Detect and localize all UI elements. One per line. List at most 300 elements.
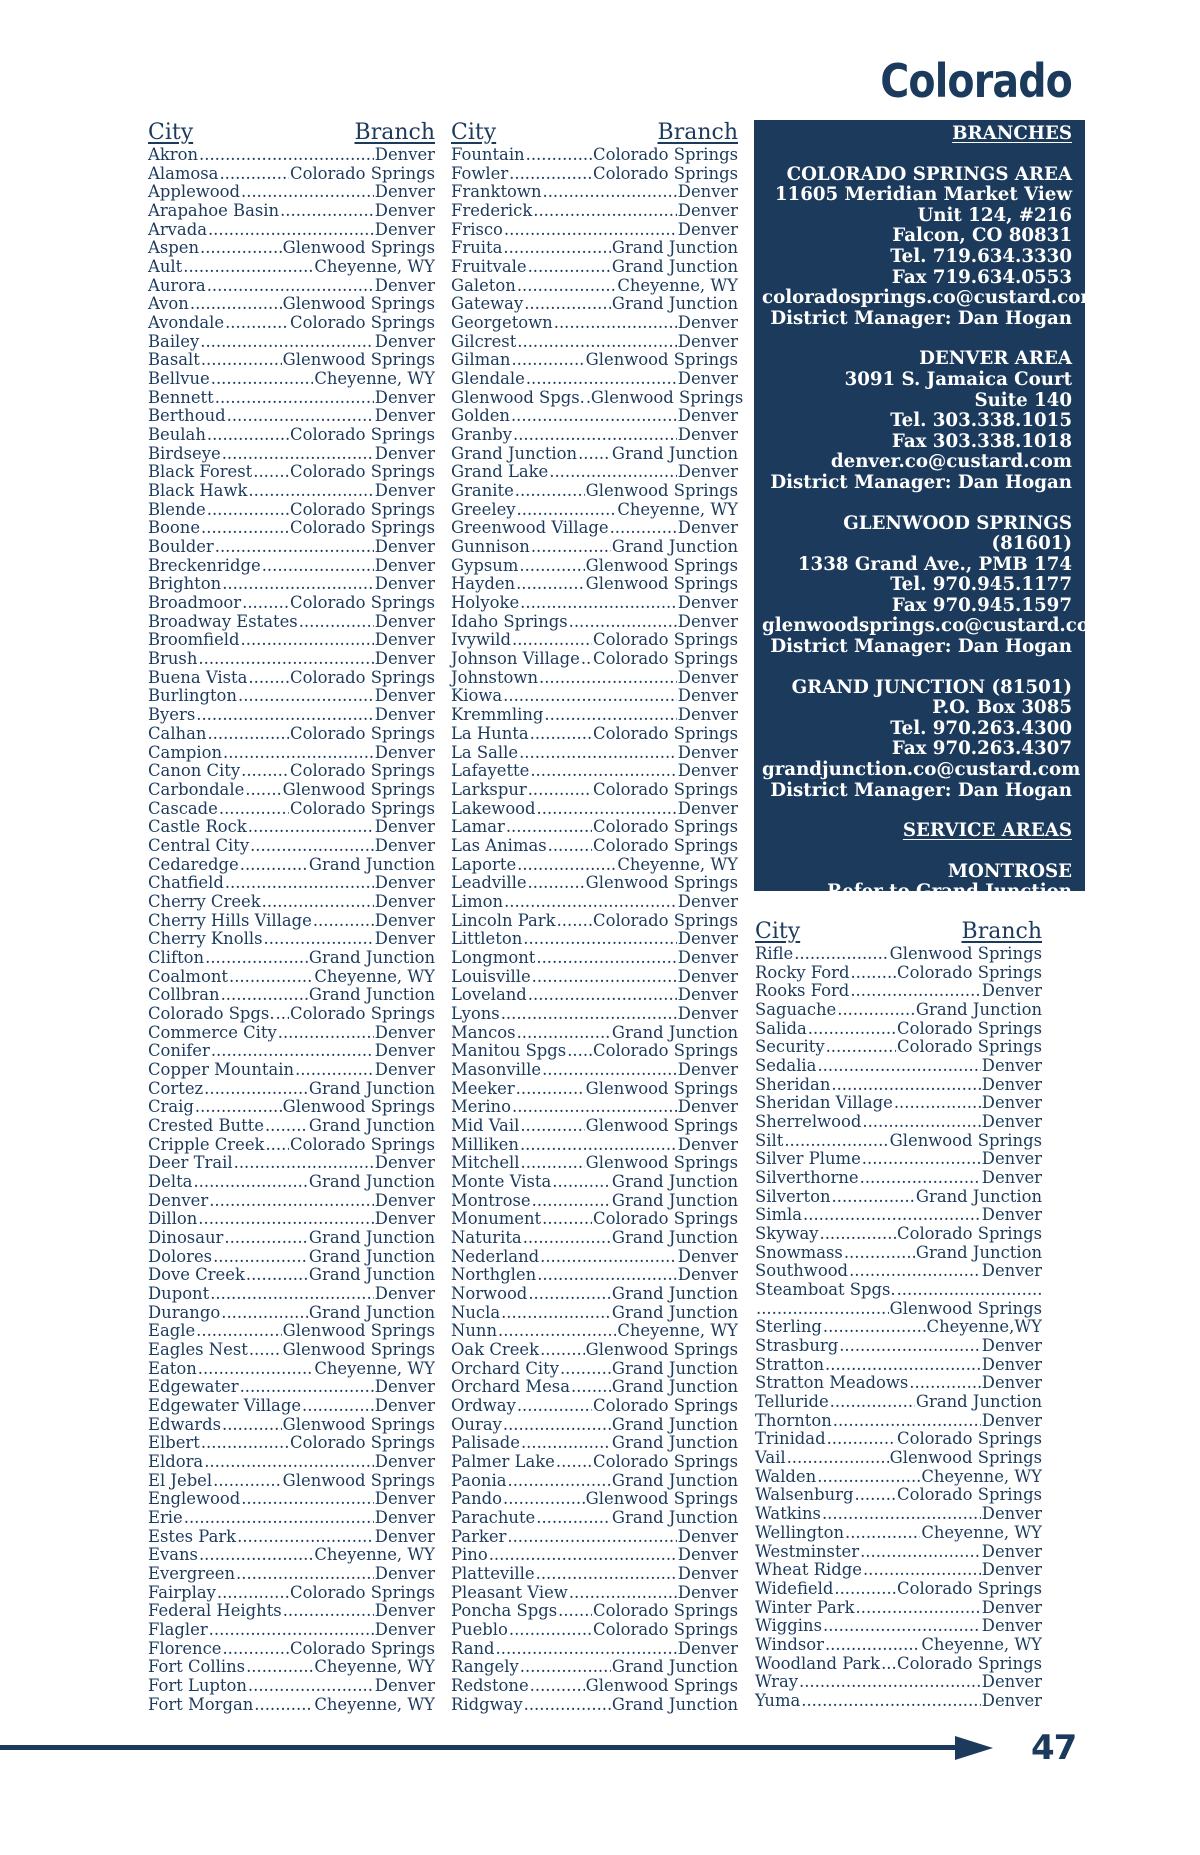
branch-line: COLORADO SPRINGS AREA bbox=[786, 163, 1072, 185]
city-row bbox=[451, 669, 738, 688]
city-row bbox=[755, 1076, 1042, 1095]
branch-name: Denver bbox=[981, 1093, 1042, 1113]
city-row bbox=[451, 351, 738, 370]
city-name: Burlington bbox=[148, 686, 237, 706]
city-row bbox=[148, 650, 435, 669]
city-row bbox=[755, 1225, 1042, 1244]
branch-name: Colorado Springs bbox=[290, 425, 435, 445]
city-row bbox=[148, 706, 435, 725]
city-row bbox=[148, 1322, 435, 1341]
city-name: Glendale bbox=[451, 369, 525, 389]
branch-line: Fax 970.263.4307 bbox=[891, 738, 1072, 760]
branch-name: Denver bbox=[677, 705, 738, 725]
dot-leader bbox=[246, 1266, 308, 1285]
city-name: Basalt bbox=[148, 350, 200, 370]
city-name: Johnstown bbox=[451, 667, 539, 687]
dot-leader bbox=[236, 1565, 374, 1584]
city-name: Trinidad bbox=[755, 1429, 826, 1449]
branch-name: Colorado Springs bbox=[897, 962, 1042, 982]
city-name: Rangely bbox=[451, 1657, 519, 1677]
city-name: Castle Rock bbox=[148, 817, 247, 837]
city-row bbox=[755, 1206, 1042, 1225]
city-name: Masonville bbox=[451, 1059, 542, 1079]
dot-leader bbox=[195, 1098, 282, 1117]
city-name: Cherry Creek bbox=[148, 891, 261, 911]
dot-leader bbox=[240, 1378, 374, 1397]
branch-name: Grand Junction bbox=[611, 1227, 738, 1247]
city-name: Evergreen bbox=[148, 1564, 236, 1584]
city-name: Flagler bbox=[148, 1620, 208, 1640]
city-row bbox=[148, 744, 435, 763]
city-row bbox=[451, 1136, 738, 1155]
branch-name: Grand Junction bbox=[308, 947, 435, 967]
branch-name: Colorado Springs bbox=[897, 1224, 1042, 1244]
city-name: Ault bbox=[148, 257, 183, 277]
dot-leader bbox=[215, 538, 374, 557]
city-name: Calhan bbox=[148, 723, 207, 743]
city-name: Milliken bbox=[451, 1134, 519, 1154]
city-row bbox=[451, 1602, 738, 1621]
city-name: Broadway Estates bbox=[148, 611, 298, 631]
city-name: Greeley bbox=[451, 499, 516, 519]
branch-name: Colorado Springs bbox=[290, 518, 435, 538]
dot-leader bbox=[229, 968, 313, 987]
city-name: Norwood bbox=[451, 1283, 528, 1303]
branch-name: Denver bbox=[677, 798, 738, 818]
dot-leader bbox=[199, 1546, 313, 1565]
dot-leader bbox=[237, 1528, 374, 1547]
dot-leader bbox=[184, 1509, 374, 1528]
branch-name: Colorado Springs bbox=[897, 1578, 1042, 1598]
city-name: Galeton bbox=[451, 275, 516, 295]
city-row bbox=[451, 407, 738, 426]
city-row bbox=[451, 1696, 738, 1715]
dot-leader bbox=[856, 1599, 981, 1618]
dot-leader bbox=[198, 1210, 374, 1229]
city-name: Crested Butte bbox=[148, 1115, 264, 1135]
dot-leader bbox=[801, 1692, 981, 1711]
dot-leader bbox=[262, 893, 374, 912]
dot-leader bbox=[280, 202, 374, 221]
branch-line: Tel. 303.338.1015 bbox=[890, 410, 1072, 432]
dot-leader bbox=[200, 333, 374, 352]
dot-leader bbox=[523, 930, 677, 949]
branch-line: 11605 Meridian Market View bbox=[774, 184, 1072, 206]
dot-leader bbox=[198, 650, 373, 669]
city-name: Sterling bbox=[755, 1317, 822, 1337]
dot-leader bbox=[222, 575, 374, 594]
branch-name: Denver bbox=[677, 891, 738, 911]
city-row bbox=[148, 725, 435, 744]
city-row bbox=[148, 1528, 435, 1547]
city-name: Steamboat Spgs. bbox=[755, 1280, 896, 1300]
city-name: Idaho Springs bbox=[451, 611, 568, 631]
dot-leader bbox=[552, 1173, 611, 1192]
city-name: Eldora bbox=[148, 1452, 204, 1472]
dot-leader bbox=[909, 1374, 981, 1393]
branch-name: Colorado Springs bbox=[290, 1433, 435, 1453]
dot-leader bbox=[517, 333, 677, 352]
dot-leader bbox=[803, 1206, 981, 1225]
dot-leader bbox=[503, 1416, 611, 1435]
city-row bbox=[451, 781, 738, 800]
dot-leader bbox=[241, 762, 289, 781]
city-row bbox=[148, 893, 435, 912]
city-name: Sheridan bbox=[755, 1074, 831, 1094]
dot-leader bbox=[571, 1378, 611, 1397]
branch-name: Glenwood Springs bbox=[889, 1448, 1042, 1468]
branch-name: Denver bbox=[374, 182, 435, 202]
city-name: Colorado Spgs. bbox=[148, 1003, 275, 1023]
dot-leader bbox=[784, 1132, 888, 1151]
branch-name: Denver bbox=[981, 1074, 1042, 1094]
city-name: Carbondale bbox=[148, 779, 245, 799]
branch-name: Denver bbox=[677, 1003, 738, 1023]
city-row bbox=[451, 538, 738, 557]
city-row bbox=[451, 1117, 738, 1136]
city-row bbox=[451, 557, 738, 576]
branch-name: Denver bbox=[374, 705, 435, 725]
branch-name: Denver bbox=[374, 910, 435, 930]
city-name: Mitchell bbox=[451, 1153, 520, 1173]
dot-leader bbox=[196, 706, 374, 725]
city-name: Cedaredge bbox=[148, 854, 239, 874]
dot-leader bbox=[543, 183, 677, 202]
city-row bbox=[451, 314, 738, 333]
city-row bbox=[451, 1210, 738, 1229]
branch-name: Denver bbox=[374, 219, 435, 239]
city-row bbox=[755, 1543, 1042, 1562]
city-row bbox=[451, 1677, 738, 1696]
dot-leader bbox=[519, 744, 677, 763]
city-name: Federal Heights bbox=[148, 1601, 282, 1621]
branch-name: Denver bbox=[981, 1504, 1042, 1524]
city-name: Northglen bbox=[451, 1265, 537, 1285]
dot-leader bbox=[225, 874, 374, 893]
branch-name: Denver bbox=[677, 1134, 738, 1154]
branch-name: Glenwood Springs bbox=[889, 944, 1042, 963]
branch-name: Denver bbox=[677, 593, 738, 613]
city-name: Salida bbox=[755, 1018, 807, 1038]
branch-name: Grand Junction bbox=[611, 1358, 738, 1378]
city-name: Ridgway bbox=[451, 1694, 523, 1714]
dot-leader bbox=[850, 982, 980, 1001]
city-row bbox=[755, 1561, 1042, 1580]
dot-leader bbox=[536, 949, 676, 968]
branch-name: Denver bbox=[677, 947, 738, 967]
dot-leader bbox=[509, 165, 592, 184]
city-column-2 bbox=[451, 120, 744, 1714]
dot-leader bbox=[507, 1528, 676, 1547]
city-name: Thornton bbox=[755, 1410, 832, 1430]
branch-name: Denver bbox=[981, 1690, 1042, 1710]
city-name: Security bbox=[755, 1037, 825, 1057]
dot-leader bbox=[517, 501, 617, 520]
branch-name: Denver bbox=[981, 981, 1042, 1001]
city-name: Stratton Meadows bbox=[755, 1373, 909, 1393]
city-row bbox=[148, 258, 435, 277]
column-header bbox=[148, 120, 435, 146]
city-row bbox=[148, 1042, 435, 1061]
city-row bbox=[755, 1188, 1042, 1207]
branch-name: Denver bbox=[374, 1489, 435, 1509]
dot-leader bbox=[250, 837, 374, 856]
city-row bbox=[148, 1154, 435, 1173]
city-name: Breckenridge bbox=[148, 555, 261, 575]
city-name: Akron bbox=[148, 145, 199, 164]
city-name: Simla bbox=[755, 1205, 803, 1225]
city-name: Evans bbox=[148, 1545, 198, 1565]
city-row bbox=[148, 986, 435, 1005]
city-row bbox=[148, 1434, 435, 1453]
city-name: Denver bbox=[148, 1190, 209, 1210]
dot-leader bbox=[794, 945, 888, 964]
branch-name: Denver bbox=[981, 1205, 1042, 1225]
city-name: Clifton bbox=[148, 947, 205, 967]
dot-leader bbox=[200, 239, 282, 258]
city-name: Brush bbox=[148, 649, 198, 669]
branch-name: Grand Junction bbox=[611, 443, 738, 463]
branch-name: Grand Junction bbox=[611, 1283, 738, 1303]
city-row bbox=[148, 221, 435, 240]
city-row bbox=[148, 1117, 435, 1136]
dot-leader bbox=[517, 277, 617, 296]
branch-line: grandjunction.co@custard.com bbox=[762, 759, 1081, 781]
city-name: Copper Mountain bbox=[148, 1059, 295, 1079]
dot-leader bbox=[520, 1117, 584, 1136]
city-name: Canon City bbox=[148, 761, 241, 781]
branch-name: Cheyenne, WY bbox=[617, 499, 738, 519]
branch-name: Grand Junction bbox=[308, 1265, 435, 1285]
city-row bbox=[148, 1546, 435, 1565]
dot-leader bbox=[213, 1248, 308, 1267]
city-row bbox=[148, 762, 435, 781]
dot-leader bbox=[504, 221, 677, 240]
city-row bbox=[755, 1169, 1042, 1188]
branch-name: Colorado Springs bbox=[897, 1653, 1042, 1673]
branch-name: Cheyenne, WY bbox=[617, 275, 738, 295]
dot-leader bbox=[610, 519, 677, 538]
city-row bbox=[148, 389, 435, 408]
branch-name: Colorado Springs bbox=[593, 1601, 738, 1621]
branch-name: Denver bbox=[677, 313, 738, 333]
branch-name: Denver bbox=[374, 387, 435, 407]
dot-leader bbox=[295, 1061, 374, 1080]
city-name: Eagles Nest bbox=[148, 1340, 248, 1359]
city-row bbox=[451, 1658, 738, 1677]
dot-leader bbox=[302, 1397, 374, 1416]
dot-leader bbox=[521, 1434, 611, 1453]
branch-line: Suite 140 bbox=[974, 389, 1072, 411]
dot-leader bbox=[520, 1658, 611, 1677]
branch-name: Colorado Springs bbox=[290, 462, 435, 482]
city-name: Woodland Park bbox=[755, 1653, 881, 1673]
city-list bbox=[755, 945, 1042, 1711]
dot-leader bbox=[207, 426, 289, 445]
branch-name: Grand Junction bbox=[611, 1470, 738, 1490]
dot-leader bbox=[554, 314, 677, 333]
branch-name: Denver bbox=[374, 1153, 435, 1173]
branch-name: Colorado Springs bbox=[290, 1638, 435, 1658]
city-name: Watkins bbox=[755, 1504, 821, 1524]
city-name: Strasburg bbox=[755, 1336, 839, 1356]
city-name: Avon bbox=[148, 294, 189, 314]
service-sections bbox=[762, 862, 1072, 903]
branch-name: Denver bbox=[374, 929, 435, 949]
city-row bbox=[755, 1617, 1042, 1636]
city-row bbox=[451, 1341, 738, 1360]
dot-leader bbox=[528, 1285, 611, 1304]
city-row bbox=[755, 1412, 1042, 1431]
dot-leader bbox=[844, 1244, 915, 1263]
city-name: Edgewater Village bbox=[148, 1396, 302, 1416]
city-row bbox=[451, 1042, 738, 1061]
dot-leader bbox=[528, 986, 677, 1005]
dot-leader bbox=[528, 258, 611, 277]
city-row bbox=[451, 575, 738, 594]
branch-name: Cheyenne,WY bbox=[926, 1317, 1042, 1337]
dot-leader bbox=[211, 1042, 374, 1061]
branch-name: Denver bbox=[374, 1452, 435, 1472]
dot-leader bbox=[249, 1341, 282, 1360]
dot-leader bbox=[248, 1677, 374, 1696]
branch-name: Denver bbox=[374, 1396, 435, 1416]
city-name: Montrose bbox=[451, 1190, 531, 1210]
dot-leader bbox=[240, 856, 308, 875]
dot-leader bbox=[201, 1434, 289, 1453]
dot-leader bbox=[276, 1005, 290, 1024]
dot-leader bbox=[204, 1080, 308, 1099]
city-row bbox=[755, 1505, 1042, 1524]
branch-name: Denver bbox=[374, 555, 435, 575]
branch-name: Colorado Springs bbox=[897, 1037, 1042, 1057]
branch-name: Denver bbox=[374, 574, 435, 594]
dot-leader bbox=[221, 1304, 308, 1323]
dot-leader bbox=[839, 1337, 981, 1356]
city-row bbox=[451, 800, 738, 819]
dot-leader bbox=[183, 258, 313, 277]
city-row bbox=[148, 1005, 435, 1024]
dot-leader bbox=[569, 1584, 677, 1603]
dot-leader bbox=[530, 762, 676, 781]
dot-leader bbox=[511, 351, 584, 370]
branch-name: Glenwood Springs bbox=[585, 1115, 738, 1135]
footer-rule bbox=[0, 1745, 960, 1750]
city-row bbox=[148, 1472, 435, 1491]
branch-name: Denver bbox=[374, 275, 435, 295]
branch-name: Denver bbox=[677, 667, 738, 687]
city-name: Eagle bbox=[148, 1321, 196, 1341]
city-name: Grand Junction bbox=[451, 443, 578, 463]
city-row bbox=[148, 1304, 435, 1323]
city-name: Glenwood Spgs. bbox=[451, 387, 585, 407]
branch-name: Colorado Springs bbox=[290, 163, 435, 183]
branch-name: Denver bbox=[374, 1059, 435, 1079]
city-name: Hayden bbox=[451, 574, 516, 594]
dot-leader bbox=[825, 1636, 920, 1655]
branch-line: glenwoodsprings.co@custard.com bbox=[762, 615, 1109, 637]
city-row bbox=[148, 1696, 435, 1715]
dot-leader bbox=[557, 912, 592, 931]
dot-leader bbox=[832, 1188, 915, 1207]
city-row bbox=[451, 1360, 738, 1379]
dot-leader bbox=[208, 221, 374, 240]
branch-name: Glenwood Springs bbox=[585, 873, 738, 893]
dot-leader bbox=[506, 818, 592, 837]
city-name: Georgetown bbox=[451, 313, 553, 333]
city-row bbox=[451, 1285, 738, 1304]
dot-leader bbox=[248, 482, 373, 501]
dot-leader bbox=[222, 1416, 282, 1435]
dot-leader bbox=[503, 687, 677, 706]
branch-name: Glenwood Springs bbox=[889, 1298, 1042, 1318]
city-row bbox=[148, 333, 435, 352]
branch-name: Denver bbox=[677, 201, 738, 221]
city-name: Leadville bbox=[451, 873, 527, 893]
branch-name: Denver bbox=[677, 1582, 738, 1602]
city-row bbox=[755, 1057, 1042, 1076]
city-list bbox=[148, 146, 435, 1714]
branch-name: Colorado Springs bbox=[593, 835, 738, 855]
city-name: Louisville bbox=[451, 966, 531, 986]
city-name: Commerce City bbox=[148, 1022, 277, 1042]
column-header bbox=[755, 919, 1042, 945]
branch-name: Colorado Springs bbox=[897, 1485, 1042, 1505]
city-row bbox=[148, 1136, 435, 1155]
dot-leader bbox=[586, 389, 590, 408]
city-name: Silt bbox=[755, 1130, 784, 1150]
dot-leader bbox=[198, 1360, 314, 1379]
branch-name: Colorado Springs bbox=[290, 761, 435, 781]
branch-name: Denver bbox=[374, 537, 435, 557]
city-row bbox=[755, 1150, 1042, 1169]
city-name: Stratton bbox=[755, 1354, 825, 1374]
city-name: Conifer bbox=[148, 1041, 210, 1061]
city-row bbox=[755, 1001, 1042, 1020]
city-row bbox=[451, 165, 738, 184]
city-row bbox=[451, 333, 738, 352]
dot-leader bbox=[516, 1080, 585, 1099]
branch-name: Glenwood Springs bbox=[282, 238, 435, 258]
city-row bbox=[148, 613, 435, 632]
city-row bbox=[148, 1397, 435, 1416]
city-name: Gunnison bbox=[451, 537, 530, 557]
dot-leader bbox=[567, 1042, 592, 1061]
branch-name: Denver bbox=[677, 1059, 738, 1079]
city-name: Nucla bbox=[451, 1302, 501, 1322]
dot-leader bbox=[540, 1341, 585, 1360]
dot-leader bbox=[242, 594, 289, 613]
branch-line: Refer to Grand Junction bbox=[827, 881, 1072, 903]
city-name: Kiowa bbox=[451, 686, 503, 706]
branch-name: Denver bbox=[677, 1265, 738, 1285]
branch-name: Colorado Springs bbox=[593, 1452, 738, 1472]
branch-sections bbox=[762, 163, 1109, 802]
city-row bbox=[755, 1300, 1042, 1319]
branch-name: Denver bbox=[981, 1616, 1042, 1636]
city-name: Limon bbox=[451, 891, 504, 911]
city-row bbox=[755, 1262, 1042, 1281]
city-name: Sherrelwood bbox=[755, 1112, 862, 1132]
city-list bbox=[451, 145, 744, 1714]
city-name: Silverthorne bbox=[755, 1168, 859, 1188]
city-name: Parker bbox=[451, 1526, 507, 1546]
city-row bbox=[148, 1640, 435, 1659]
city-name: Bennett bbox=[148, 387, 214, 407]
city-name: Rand bbox=[451, 1638, 495, 1658]
city-row bbox=[755, 1337, 1042, 1356]
city-row bbox=[451, 930, 738, 949]
